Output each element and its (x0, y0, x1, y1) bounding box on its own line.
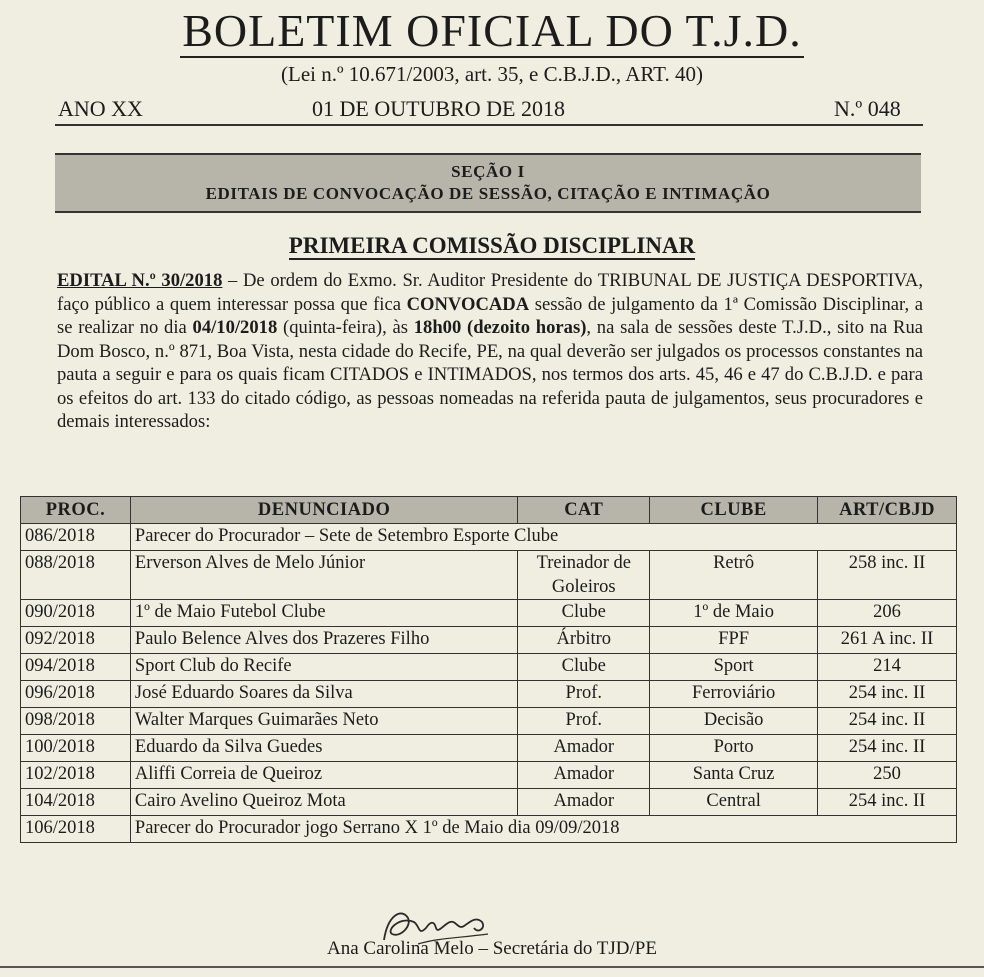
col-header-cat: CAT (518, 497, 650, 524)
table-row (21, 816, 957, 843)
denunciado-cell: Paulo Belence Alves dos Prazeres Filho (130, 627, 517, 654)
art-cell: 254 inc. II (818, 708, 957, 735)
clube-cell: Ferroviário (650, 681, 818, 708)
edital-number: EDITAL N.º 30/2018 (57, 270, 223, 291)
table-row (21, 762, 957, 789)
cat-cell: Amador (518, 789, 650, 816)
cat-cell: Treinador de Goleiros (518, 551, 650, 600)
clube-cell: FPF (650, 627, 818, 654)
year-label: ANO XX (58, 96, 143, 121)
denunciado-cell: 1º de Maio Futebol Clube (130, 600, 517, 627)
proc-cell: 088/2018 (21, 551, 131, 600)
table-row (21, 735, 957, 762)
table-row (21, 551, 957, 600)
law-reference: (Lei n.º 10.671/2003, art. 35, e C.B.J.D., ART. 40) (281, 62, 703, 86)
cat-cell: Amador (518, 735, 650, 762)
col-header-clube: CLUBE (650, 497, 818, 524)
denunciado-cell: Erverson Alves de Melo Júnior (130, 551, 517, 600)
art-cell: 254 inc. II (818, 681, 957, 708)
edital-convocada: CONVOCADA (406, 293, 530, 315)
table-row (21, 654, 957, 681)
judgment-schedule-table (20, 496, 957, 843)
table-row (21, 681, 957, 708)
page-bottom-edge (0, 966, 984, 968)
table-row (21, 789, 957, 816)
proc-cell: 102/2018 (21, 762, 131, 789)
table-row (21, 600, 957, 627)
remark-cell: Parecer do Procurador jogo Serrano X 1º de Maio dia 09/09/2018 (130, 816, 956, 843)
denunciado-cell: Aliffi Correia de Queiroz (130, 762, 517, 789)
proc-cell: 100/2018 (21, 735, 131, 762)
denunciado-cell: Cairo Avelino Queiroz Mota (130, 789, 517, 816)
header-divider (55, 124, 923, 126)
proc-cell: 092/2018 (21, 627, 131, 654)
clube-cell: Decisão (650, 708, 818, 735)
issue-date: 01 DE OUTUBRO DE 2018 (312, 96, 565, 121)
bulletin-title: BOLETIM OFICIAL DO T.J.D. (182, 5, 802, 56)
proc-cell: 090/2018 (21, 600, 131, 627)
table-row (21, 708, 957, 735)
clube-cell: Central (650, 789, 818, 816)
proc-cell: 098/2018 (21, 708, 131, 735)
edital-part-2: sessão de julgamento da 1ª Comissão Disciplinar, a se realizar no dia (57, 293, 923, 338)
commission-heading: PRIMEIRA COMISSÃO DISCIPLINAR (288, 233, 696, 258)
col-header-denunciado: DENUNCIADO (130, 497, 517, 524)
art-cell: 206 (818, 600, 957, 627)
proc-cell: 104/2018 (21, 789, 131, 816)
clube-cell: Retrô (650, 551, 818, 600)
proc-cell: 094/2018 (21, 654, 131, 681)
cat-cell: Clube (518, 600, 650, 627)
edital-part-1: – De ordem do Exmo. Sr. Auditor Presidente do TRIBUNAL DE JUSTIÇA DESPORTIVA, faço público a quem interessar possa que fica (57, 270, 924, 315)
table-header-row (21, 497, 957, 524)
denunciado-cell: Eduardo da Silva Guedes (130, 735, 517, 762)
session-date: 04/10/2018 (192, 317, 278, 338)
cat-cell: Prof. (518, 681, 650, 708)
art-cell: 261 A inc. II (818, 627, 957, 654)
clube-cell: Sport (650, 654, 818, 681)
denunciado-cell: Walter Marques Guimarães Neto (130, 708, 517, 735)
issue-number: N.º 048 (834, 96, 901, 121)
signature-line: Ana Carolina Melo – Secretária do TJD/PE (327, 938, 657, 959)
art-cell: 250 (818, 762, 957, 789)
section-banner (55, 153, 921, 213)
proc-cell: 106/2018 (21, 816, 131, 843)
denunciado-cell: Sport Club do Recife (130, 654, 517, 681)
table-row (21, 524, 957, 551)
edital-part-3: (quinta-feira), às (277, 317, 414, 338)
clube-cell: 1º de Maio (650, 600, 818, 627)
cat-cell: Clube (518, 654, 650, 681)
cat-cell: Prof. (518, 708, 650, 735)
art-cell: 254 inc. II (818, 735, 957, 762)
clube-cell: Santa Cruz (650, 762, 818, 789)
art-cell: 254 inc. II (818, 789, 957, 816)
art-cell: 214 (818, 654, 957, 681)
clube-cell: Porto (650, 735, 818, 762)
proc-cell: 086/2018 (21, 524, 131, 551)
proc-cell: 096/2018 (21, 681, 131, 708)
section-subtitle: EDITAIS DE CONVOCAÇÃO DE SESSÃO, CITAÇÃO E INTIMAÇÃO (205, 184, 771, 203)
col-header-proc: PROC. (21, 497, 131, 524)
table-row (21, 627, 957, 654)
edital-text (57, 269, 923, 434)
art-cell: 258 inc. II (818, 551, 957, 600)
section-title: SEÇÃO I (451, 162, 525, 181)
cat-cell: Árbitro (518, 627, 650, 654)
remark-cell: Parecer do Procurador – Sete de Setembro Esporte Clube (130, 524, 956, 551)
col-header-art: ART/CBJD (818, 497, 957, 524)
edital-part-4: , na sala de sessões deste T.J.D., sito na Rua Dom Bosco, n.º 871, Boa Vista, nesta cidade do Recife, PE, na qual deverão ser julgados os processos constantes na pauta a seguir e para os quais ficam CITADOS e INTIMADOS, nos termos dos arts. 45, 46 e 47 do C.B.J.D. e para os efeitos do art. 133 do citado código, as pessoas nomeadas na referida pauta de julgamentos, seus procuradores e demais interessados: (57, 317, 923, 432)
denunciado-cell: José Eduardo Soares da Silva (130, 681, 517, 708)
cat-cell: Amador (518, 762, 650, 789)
session-time: 18h00 (dezoito horas) (413, 317, 587, 338)
